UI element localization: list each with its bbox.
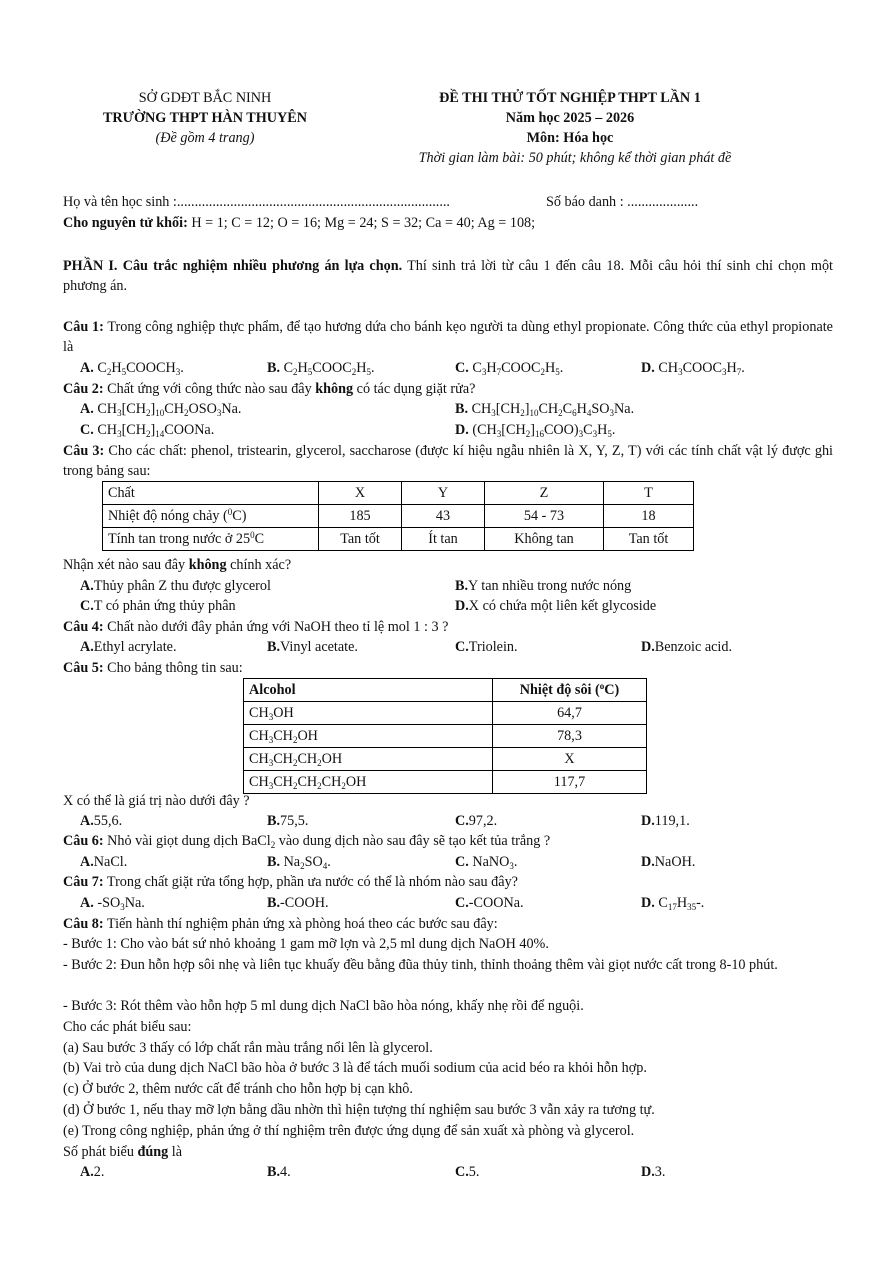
- q5-option-a: A. 55,6.: [80, 813, 123, 829]
- q3-option-a: A. Thủy phân Z thu được glycerol: [80, 578, 271, 594]
- table-row: $CH_3CH_2CH_2OH$ X: [244, 748, 647, 771]
- q8-statement-e: (e) Trong công nghiệp, phản ứng ở thí nghiệm trên được ứng dụng để sản xuất xà phòng và glycerol.: [63, 1123, 635, 1139]
- q6-options: [0, 852, 893, 872]
- q8-option-c: C. 5.: [455, 1164, 480, 1180]
- q1-option-c: C. $C_3H_7COOC_2H_5$.: [455, 360, 564, 377]
- q7-options: [0, 893, 893, 913]
- q2-options-1: [0, 399, 893, 419]
- table-row: $CH_3CH_2OH$ 78,3: [244, 725, 647, 748]
- q4-option-d: D. Benzoic acid.: [641, 639, 733, 655]
- q7-option-d: D. $C_{17}H_{35}-$.: [641, 895, 705, 912]
- q7-option-c: C. -COONa.: [455, 895, 524, 911]
- q8-step-1: - Bước 1: Cho vào bát sứ nhỏ khoảng 1 gam mỡ lợn và 2,5 ml dung dịch NaOH 40%.: [63, 936, 549, 952]
- q3-stem: Câu 3: Cho các chất: phenol, tristearin, glycerol, saccharose (được kí hiệu ngẫu nhiên là X, Y, Z, T) với các tính chất vật lý được ghi trong bảng sau:: [63, 443, 833, 479]
- q5-options: [0, 811, 893, 831]
- q8-statement-b: (b) Vai trò của dung dịch NaCl bão hòa ở bước 3 là để tách muối sodium của acid béo ra khỏi hỗn hợp.: [63, 1060, 647, 1076]
- part1-heading: PHẦN I. Câu trắc nghiệm nhiều phương án lựa chọn. Thí sinh trả lời từ câu 1 đến câu 18. Mỗi câu hỏi thí sinh chỉ chọn một phương án.: [63, 258, 833, 294]
- q8-ask: Số phát biểu đúng là: [63, 1144, 183, 1160]
- q4-option-a: A. Ethyl acrylate.: [80, 639, 177, 655]
- q1-stem: Câu 1: Trong công nghiệp thực phẩm, để tạo hương dứa cho bánh kẹo người ta dùng ethyl propionate. Công thức của ethyl propionate là: [63, 319, 833, 355]
- atomic-masses: Cho nguyên tử khối: H = 1; C = 12; O = 16; Mg = 24; S = 32; Ca = 40; Ag = 108;: [63, 215, 536, 231]
- q2-options-2: [0, 420, 893, 440]
- q3-option-d: D. X có chứa một liên kết glycoside: [455, 598, 657, 614]
- q2-stem: Câu 2: Chất ứng với công thức nào sau đây không có tác dụng giặt rửa?: [63, 381, 476, 397]
- q6-option-d: D. NaOH.: [641, 854, 696, 870]
- q8-option-b: B. 4.: [267, 1164, 291, 1180]
- q2-option-a: A. $CH_3[CH_2]_{10}CH_2OSO_3Na$.: [80, 401, 242, 418]
- q3-options-2: [0, 596, 893, 616]
- q7-stem: Câu 7: Trong chất giặt rửa tổng hợp, phần ưa nước có thể là nhóm nào sau đây?: [63, 874, 518, 890]
- q8-statement-a: (a) Sau bước 3 thấy có lớp chất rắn màu trắng nổi lên là glycerol.: [63, 1040, 433, 1056]
- q6-option-a: A. NaCl.: [80, 854, 128, 870]
- table-row: $CH_3OH$ 64,7: [244, 702, 647, 725]
- table-row: Chất X Y Z T: [103, 482, 694, 505]
- student-name-line: Họ và tên học sinh :.............................................................................: [63, 194, 450, 210]
- q8-statement-c: (c) Ở bước 2, thêm nước cất để tránh cho hỗn hợp bị cạn khô.: [63, 1081, 413, 1097]
- q6-option-b: B. $Na_2SO_4$.: [267, 854, 331, 871]
- q5-stem: Câu 5: Cho bảng thông tin sau:: [63, 660, 243, 676]
- q5-table: [243, 678, 647, 794]
- q6-option-c: C. NaNO$_3$.: [455, 854, 518, 871]
- q8-option-a: A. 2.: [80, 1164, 105, 1180]
- school-year: Năm học 2025 – 2026: [505, 110, 635, 126]
- q4-stem: Câu 4: Chất nào dưới đây phản ứng với NaOH theo tỉ lệ mol 1 : 3 ?: [63, 619, 449, 635]
- q2-option-c: C. $CH_3[CH_2]_{14}COONa$.: [80, 422, 215, 439]
- q1-options: [0, 358, 893, 378]
- q1-option-d: D. $CH_3COOC_3H_7$.: [641, 360, 745, 377]
- department-name: SỞ GDĐT BẮC NINH: [138, 90, 272, 106]
- q5-option-d: D. 119,1.: [641, 813, 690, 829]
- q7-option-b: B. -COOH.: [267, 895, 329, 911]
- q1-option-a: A. $C_2H_5COOCH_3$.: [80, 360, 184, 377]
- q5-option-b: B. 75,5.: [267, 813, 309, 829]
- table-row: Tính tan trong nước ở $25^0C$ Tan tốt Ít tan Không tan Tan tốt: [103, 528, 694, 551]
- exam-title: ĐỀ THI THỬ TỐT NGHIỆP THPT LẦN 1: [439, 90, 701, 106]
- q8-options: [0, 1162, 893, 1182]
- q5-ask: X có thể là giá trị nào dưới đây ?: [63, 793, 250, 809]
- q4-option-c: C. Triolein.: [455, 639, 518, 655]
- q2-option-d: D. $(CH_3[CH_2]_{16}COO)_3C_3H_5$.: [455, 422, 616, 439]
- q8-intro: Cho các phát biểu sau:: [63, 1019, 192, 1035]
- q8-step-2: - Bước 2: Đun hỗn hợp sôi nhẹ và liên tục khuấy đều bằng đũa thủy tinh, thỉnh thoảng thêm vài giọt nước cất trong 8-10 phút.: [63, 957, 778, 973]
- subject: Môn: Hóa học: [526, 130, 614, 146]
- student-id-line: Số báo danh : ....................: [546, 194, 699, 210]
- q4-option-b: B. Vinyl acetate.: [267, 639, 358, 655]
- table-row: Nhiệt độ nóng chảy ($^0$C) 185 43 54 - 73 18: [103, 505, 694, 528]
- q3-table: [102, 481, 694, 551]
- q3-options-1: [0, 576, 893, 596]
- table-row: Alcohol Nhiệt độ sôi ($^o$C): [244, 679, 647, 702]
- q8-stem: Câu 8: Tiến hành thí nghiệm phản ứng xà phòng hoá theo các bước sau đây:: [63, 916, 498, 932]
- q3-option-b: B. Y tan nhiều trong nước nóng: [455, 578, 632, 594]
- q4-options: [0, 637, 893, 657]
- q8-option-d: D. 3.: [641, 1164, 666, 1180]
- exam-time: Thời gian làm bài: 50 phút; không kể thời gian phát đề: [418, 150, 732, 166]
- q8-statement-d: (d) Ở bước 1, nếu thay mỡ lợn bằng dầu nhờn thì hiện tượng thí nghiệm sau bước 3 vẫn xảy ra tương tự.: [63, 1102, 655, 1118]
- q6-stem: Câu 6: Nhỏ vài giọt dung dịch BaCl$_2$ vào dung dịch nào sau đây sẽ tạo kết tủa trắng ?: [63, 833, 551, 850]
- page-count: (Đề gồm 4 trang): [155, 130, 255, 146]
- table-row: $CH_3CH_2CH_2CH_2OH$ 117,7: [244, 771, 647, 794]
- q2-option-b: B. $CH_3[CH_2]_{10}CH_2C_6H_4SO_3Na$.: [455, 401, 635, 418]
- school-name: TRƯỜNG THPT HÀN THUYÊN: [102, 110, 308, 126]
- q8-step-3: - Bước 3: Rót thêm vào hỗn hợp 5 ml dung dịch NaCl bão hòa nóng, khấy nhẹ rồi để nguội.: [63, 998, 584, 1014]
- q5-option-c: C. 97,2.: [455, 813, 498, 829]
- q3-option-c: C. T có phản ứng thủy phân: [80, 598, 236, 614]
- q7-option-a: A. $-SO_3Na$.: [80, 895, 145, 912]
- q3-ask: Nhận xét nào sau đây không chính xác?: [63, 557, 292, 573]
- q1-option-b: B. $C_2H_5COOC_2H_5$.: [267, 360, 375, 377]
